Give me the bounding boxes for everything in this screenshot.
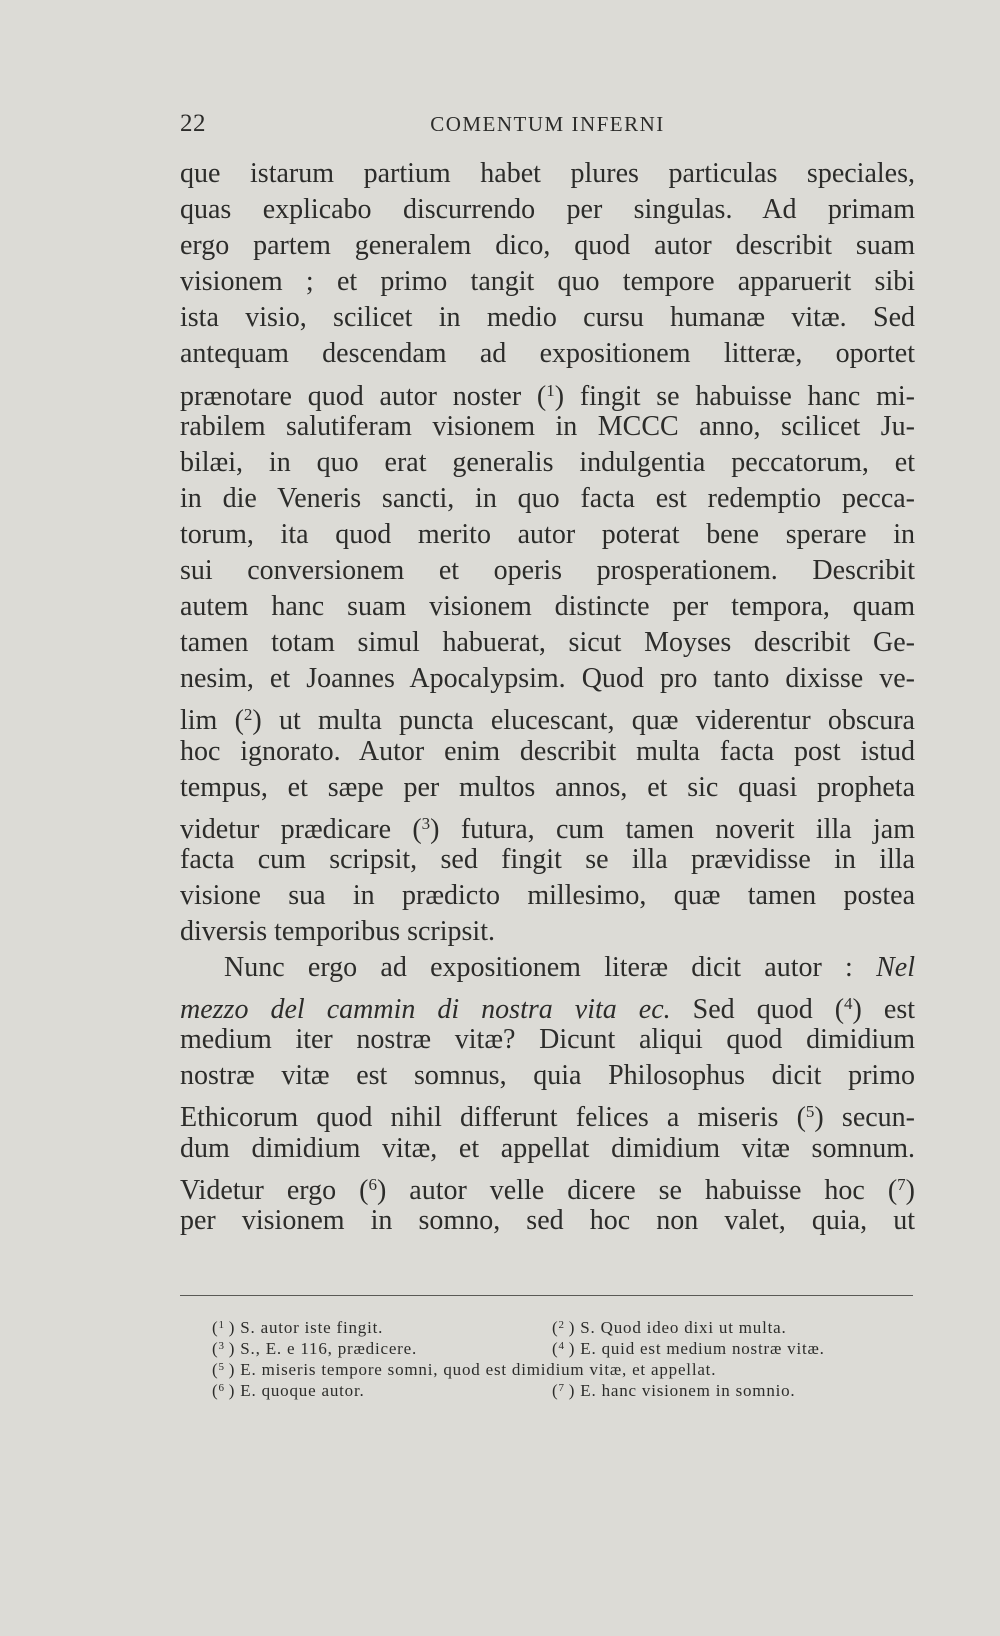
- text-line: ergo partem generalem dico, quod autor describit suam: [180, 230, 915, 262]
- text-line: nostræ vitæ est somnus, quia Philosophus dicit primo: [180, 1060, 915, 1092]
- footnote-reference: 4: [844, 994, 853, 1014]
- footnote-reference: 7: [897, 1174, 906, 1194]
- body-text: [180, 156, 915, 1239]
- text-line: [180, 697, 915, 737]
- footnote: ($^2$ ) S. Quod ideo dixi ut multa.: [552, 1318, 787, 1337]
- quotation: Nel: [876, 952, 915, 984]
- footnote-text: E. quid est medium nostræ vitæ.: [580, 1339, 825, 1358]
- text-line: facta cum scripsit, sed fingit se illa prævidisse in illa: [180, 843, 915, 875]
- text-line: visione sua in prædicto millesimo, quæ tamen postea: [180, 879, 915, 911]
- text-segment: Videtur ergo (: [180, 1174, 369, 1206]
- page-header: [180, 110, 915, 142]
- page-number: 22: [180, 110, 206, 137]
- footnote-reference: 1: [546, 380, 555, 400]
- text-line: dum dimidium vitæ, et appellat dimidium vitæ somnum.: [180, 1132, 915, 1164]
- footnote-divider: [180, 1295, 913, 1296]
- text-segment: ) autor velle dicere se habuisse hoc (: [376, 1174, 898, 1206]
- footnote: ($^5$ ) E. miseris tempore somni, quod est dimidium vitæ, et appellat.: [212, 1360, 717, 1379]
- footnote-text: S., E. e 116, prædicere.: [240, 1339, 418, 1358]
- text-line: autem hanc suam visionem distincte per tempora, quam: [180, 591, 915, 623]
- footnote-reference: 3: [421, 813, 431, 833]
- text-segment: Ethicorum quod nihil differunt felices a miseris (: [180, 1102, 806, 1134]
- text-line: in die Veneris sancti, in quo facta est redemptio pecca-: [180, 482, 915, 514]
- running-title: COMENTUM INFERNI: [430, 112, 665, 136]
- text-segment: lim (: [180, 705, 244, 737]
- text-line: sui conversionem et operis prosperationem. Describit: [180, 555, 915, 587]
- text-line: [180, 806, 915, 845]
- text-line: tempus, et sæpe per multos annos, et sic quasi propheta: [180, 771, 915, 803]
- footnote-number: 5: [218, 1361, 225, 1373]
- footnote-reference: 5: [805, 1102, 815, 1122]
- text-segment: Sed quod (: [670, 994, 845, 1026]
- text-segment: ) est: [852, 994, 915, 1026]
- footnote: ($^4$ ) E. quid est medium nostræ vitæ.: [552, 1339, 825, 1358]
- footnote: ($^3$ ) S., E. e 116, prædicere.: [212, 1339, 418, 1358]
- footnote-number: 7: [558, 1382, 565, 1394]
- footnote-text: E. hanc visionem in somnio.: [580, 1381, 796, 1400]
- text-line: nesim, et Joannes Apocalypsim. Quod pro tanto dixisse ve-: [180, 663, 915, 695]
- footnote-row: [212, 1357, 902, 1378]
- text-line: [180, 373, 915, 412]
- text-segment: Nunc ergo ad expositionem literæ dicit autor :: [224, 952, 877, 984]
- text-segment: videtur prædicare (: [180, 813, 422, 845]
- footnote-row: [212, 1378, 902, 1399]
- text-line: ista visio, scilicet in medio cursu humanæ vitæ. Sed: [180, 302, 915, 334]
- text-line: antequam descendam ad expositionem litteræ, oportet: [180, 338, 915, 370]
- footnote-number: 1: [218, 1319, 225, 1331]
- text-line: tamen totam simul habuerat, sicut Moyses describit Ge-: [180, 627, 915, 659]
- text-line: que istarum partium habet plures particulas speciales,: [180, 158, 915, 189]
- footnote-number: 6: [218, 1382, 225, 1394]
- footnote-row: [212, 1336, 902, 1357]
- footnote-text: E. quoque autor.: [240, 1381, 365, 1400]
- text-line: [180, 1167, 915, 1206]
- footnote-text: S. autor iste fingit.: [240, 1318, 384, 1337]
- text-segment: ): [905, 1174, 915, 1206]
- footnote-reference: 6: [368, 1174, 377, 1194]
- text-segment: ) ut multa puncta elucescant, quæ viderentur obscura: [252, 705, 915, 737]
- footnote-number: 4: [558, 1340, 565, 1352]
- text-line: quas explicabo discurrendo per singulas. Ad primam: [180, 194, 915, 226]
- text-line: [180, 1094, 915, 1134]
- text-segment: ) futura, cum tamen noverit illa jam: [430, 813, 915, 845]
- text-line: hoc ignorato. Autor enim describit multa facta post istud: [180, 735, 915, 767]
- text-segment: prænotare quod autor noster (: [180, 380, 547, 412]
- text-line: torum, ita quod merito autor poterat bene sperare in: [180, 518, 915, 550]
- footnotes: [212, 1315, 902, 1399]
- text-line: visionem ; et primo tangit quo tempore apparuerit sibi: [180, 266, 915, 298]
- text-line: [180, 986, 915, 1026]
- text-line: bilæi, in quo erat generalis indulgentia peccatorum, et: [180, 446, 915, 478]
- text-line: per visionem in somno, sed hoc non valet, quia, ut: [180, 1204, 915, 1236]
- text-line: medium iter nostræ vitæ? Dicunt aliqui quod dimidium: [180, 1024, 915, 1056]
- footnote-row: [212, 1315, 902, 1336]
- footnote-reference: 2: [243, 705, 253, 725]
- quotation: mezzo del cammin di nostra vita ec.: [180, 994, 671, 1026]
- text-segment: ) fingit se habuisse hanc mi-: [554, 380, 915, 412]
- footnote-number: 2: [558, 1319, 565, 1331]
- footnote: ($^1$ ) S. autor iste fingit.: [212, 1318, 384, 1337]
- text-line: diversis temporibus scripsit.: [180, 915, 495, 947]
- text-line: rabilem salutiferam visionem in MCCC anno, scilicet Ju-: [180, 410, 915, 442]
- footnote-number: 3: [218, 1340, 225, 1352]
- footnote: ($^7$ ) E. hanc visionem in somnio.: [552, 1381, 796, 1400]
- text-segment: ) secun-: [814, 1102, 915, 1134]
- footnote-text: E. miseris tempore somni, quod est dimidium vitæ, et appellat.: [240, 1360, 717, 1379]
- footnote: ($^6$ ) E. quoque autor.: [212, 1381, 365, 1400]
- text-line: [180, 950, 915, 986]
- footnote-text: S. Quod ideo dixi ut multa.: [580, 1318, 787, 1337]
